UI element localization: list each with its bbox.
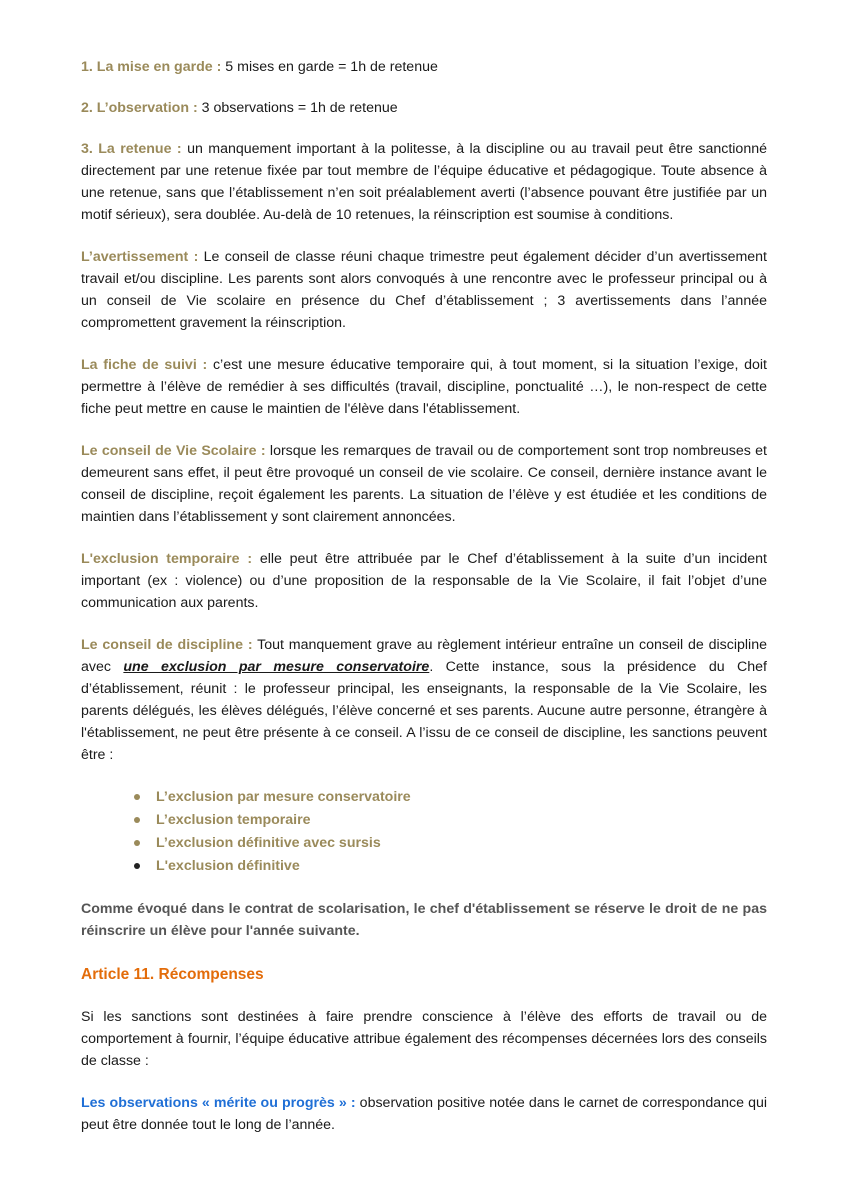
bullet-icon: [134, 794, 140, 800]
item-text: 5 mises en garde = 1h de retenue: [221, 59, 438, 75]
item-label: Le conseil de Vie Scolaire :: [81, 443, 266, 459]
list-item: [156, 786, 767, 809]
sanctions-list: [81, 786, 767, 878]
item-text: Le conseil de classe réuni chaque trimestre peut également décider d’un avertissement travail et/ou discipline. Les parents sont alors convoqués à une rencontre avec le professeur principal ou à un conseil de Vie scolaire en présence du Chef d’établissement ; 3 avertissements dans l’année compromettent gravement la réinscription.: [81, 249, 768, 331]
item-text: un manquement important à la politesse, à la discipline ou au travail peut être sanctionné directement par une retenue fixée par tout membre de l’équipe éducative et pédagogique. Toute absence à une retenue, sans que l’établissement n’en soit préalablement averti (l’absence pouvant être justifiée par un motif sérieux), sera doublée. Au-delà de 10 retenues, la réinscription est soumise à conditions.: [81, 141, 767, 223]
item-label: La fiche de suivi :: [81, 357, 208, 373]
item-conseil-vie-scolaire: [81, 440, 767, 528]
item-label: 2. L’observation :: [81, 100, 198, 116]
item-label: L'exclusion temporaire :: [81, 551, 253, 567]
item-label: Le conseil de discipline :: [81, 637, 253, 653]
item-emphasis: une exclusion par mesure conservatoire: [123, 659, 430, 675]
article-heading: Article 11. Récompenses: [81, 966, 264, 983]
item-text: 3 observations = 1h de retenue: [197, 100, 398, 116]
document-page: [81, 56, 767, 1156]
item-text: lorsque les remarques de travail ou de comportement sont trop nombreuses et demeurent sans effet, il peut être provoqué un conseil de vie scolaire. Ce conseil, dernière instance avant le conseil de discipline, reçoit également les parents. La situation de l’élève y est étudiée et les conditions de maintien dans l’établissement y sont clairement annoncées.: [81, 443, 767, 525]
item-mise-en-garde: [81, 56, 767, 78]
list-item: [156, 832, 767, 855]
item-label: 3. La retenue :: [81, 141, 182, 157]
list-item: [156, 855, 767, 878]
list-item: [156, 809, 767, 832]
item-observation: [81, 97, 767, 119]
article-intro: Si les sanctions sont destinées à faire prendre conscience à l’élève des efforts de travail ou de comportement à fournir, l’équipe éducative attribue également des récompenses décernées lors des conseils de classe :: [81, 1009, 767, 1069]
item-label: Les observations « mérite ou progrès » :: [81, 1095, 356, 1111]
bullet-icon: [134, 817, 140, 823]
item-avertissement: [81, 246, 767, 334]
item-text: observation positive notée dans le carnet de correspondance qui peut être donnée tout le long de l’année.: [81, 1095, 767, 1133]
item-label: 1. La mise en garde :: [81, 59, 222, 75]
item-observations-merite: [81, 1092, 767, 1136]
item-retenue: [81, 138, 767, 226]
item-exclusion-temporaire: [81, 548, 767, 614]
list-item-label: L'exclusion définitive: [156, 858, 300, 874]
item-label: L’avertissement :: [81, 249, 199, 265]
list-item-label: L’exclusion définitive avec sursis: [156, 835, 381, 851]
bullet-icon: [134, 840, 140, 846]
item-fiche-de-suivi: [81, 354, 767, 420]
bullet-icon: [134, 863, 140, 869]
reinscription-note: Comme évoqué dans le contrat de scolarisation, le chef d'établissement se réserve le droit de ne pas réinscrire un élève pour l'année suivante.: [81, 901, 767, 939]
item-text-after: . Cette instance, sous la présidence du Chef d’établissement, réunit : le professeur principal, les enseignants, la responsable de la Vie Scolaire, les parents délégués, les élèves délégués, l’élève concerné et ses parents. Aucune autre personne, étrangère à l'établissement, ne peut être présente à ce conseil. A l’issu de ce conseil de discipline, les sanctions peuvent être :: [81, 659, 767, 763]
item-text: elle peut être attribuée par le Chef d’établissement à la suite d’un incident important (ex : violence) ou d’une proposition de la responsable de la Vie Scolaire, il fait l’objet d’une communication aux parents.: [81, 551, 767, 611]
list-item-label: L’exclusion temporaire: [156, 812, 311, 828]
item-conseil-discipline: [81, 634, 767, 766]
item-text-before: Tout manquement grave au règlement intérieur entraîne un conseil de discipline avec: [81, 637, 767, 675]
item-text: c’est une mesure éducative temporaire qui, à tout moment, si la situation l’exige, doit permettre à l’élève de remédier à ses difficultés (travail, discipline, ponctualité …), le non-respect de cette fiche peut mettre en cause le maintien de l'élève dans l'établissement.: [81, 357, 768, 417]
list-item-label: L’exclusion par mesure conservatoire: [156, 789, 411, 805]
